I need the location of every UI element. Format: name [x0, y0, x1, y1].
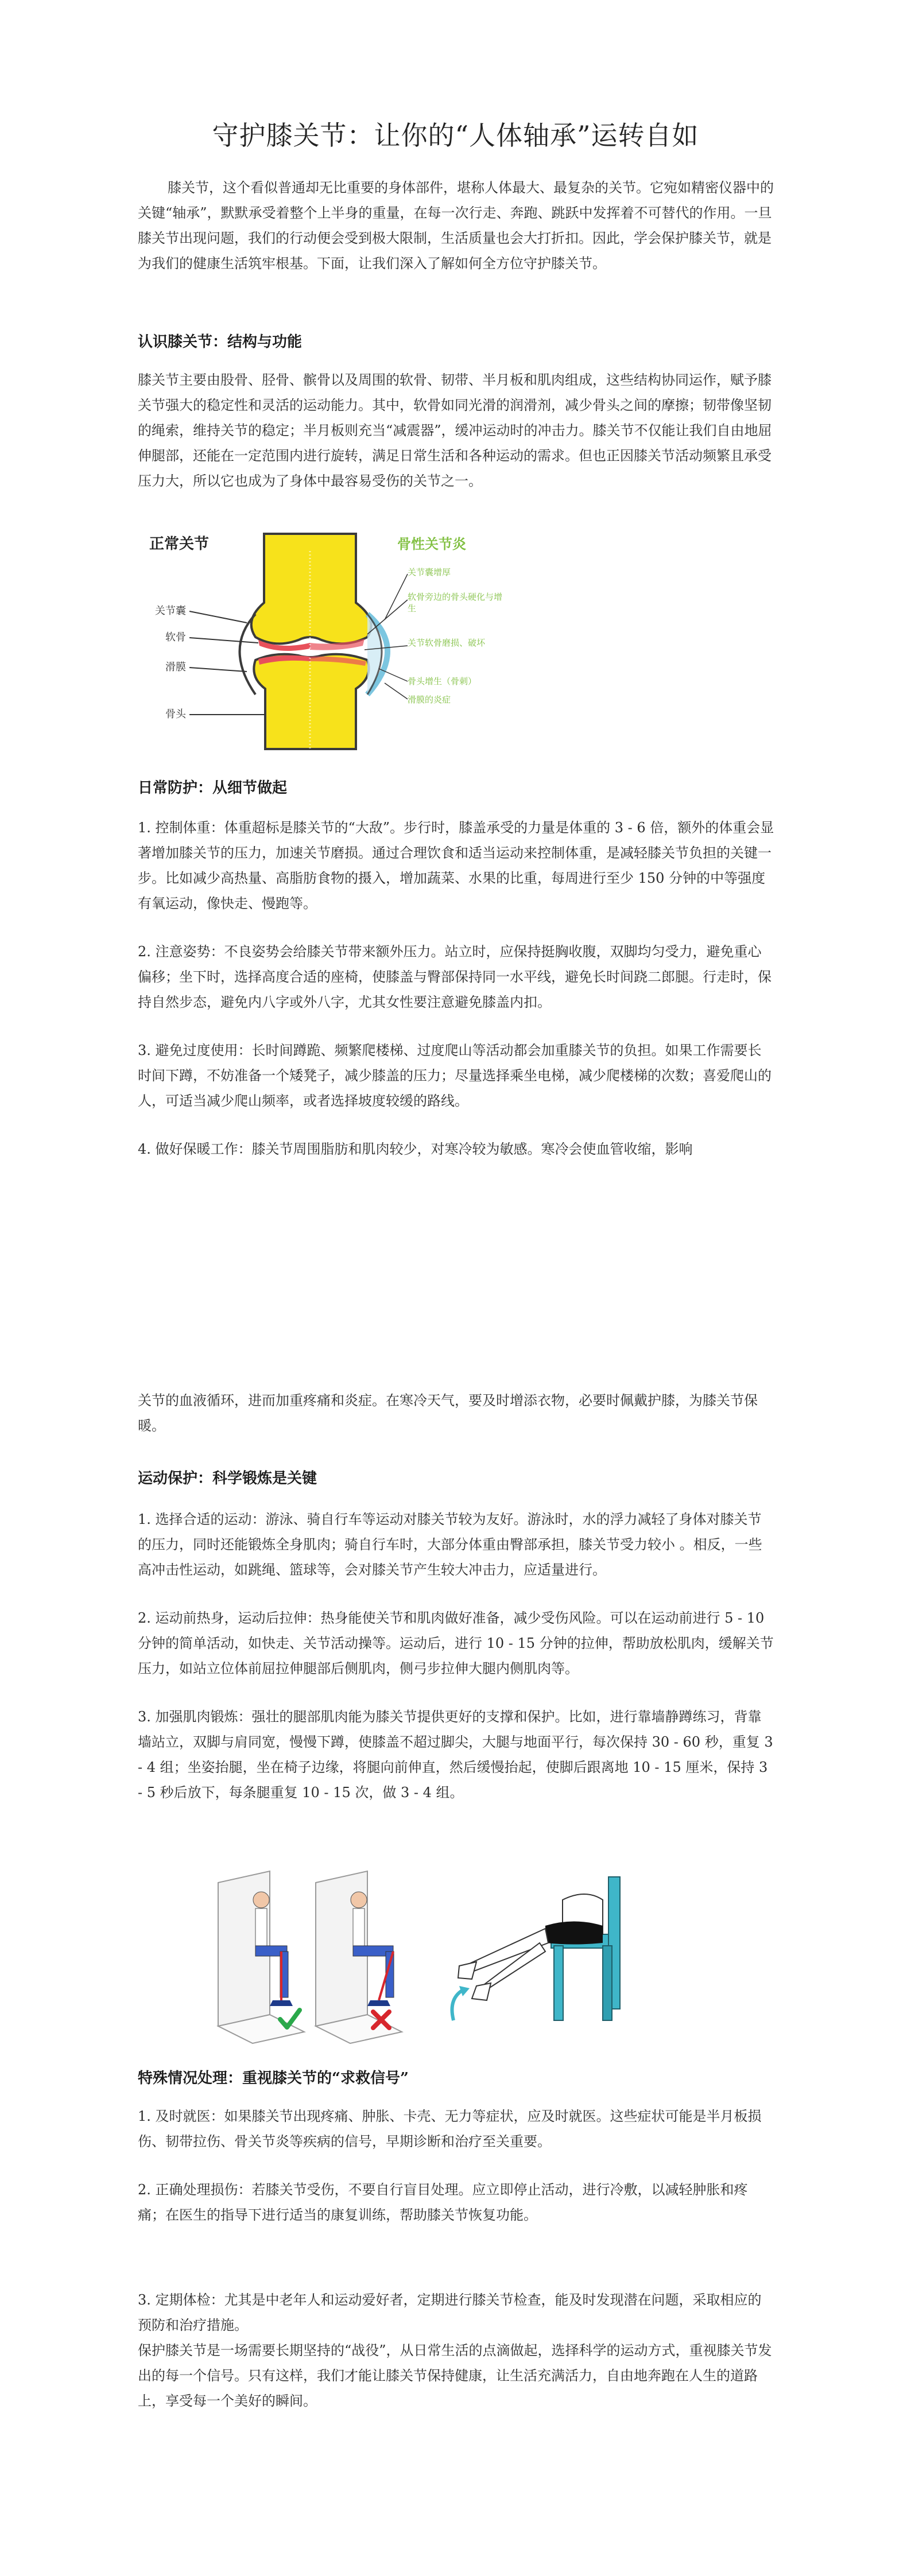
label-synovium: 滑膜: [165, 661, 186, 673]
list-item: 1. 控制体重：体重超标是膝关节的“大敌”。步行时，膝盖承受的力量是体重的 3 - 6 倍，额外的体重会显著增加膝关节的压力，加速关节磨损。通过合理饮食和适当运动来控制体重，是减轻膝关节负担的关键一步。比如减少高热量、高脂肪食物的摄入，增加蔬菜、水果的比重，每周进行至少 150 分钟的中等强度有氧运动，像快走、慢跑等。: [138, 820, 774, 911]
section-heading-exercise: 运动保护：科学锻炼是关键: [138, 1470, 317, 1487]
list-item: 2. 运动前热身，运动后拉伸：热身能使关节和肌肉做好准备，减少受伤风险。可以在运动前进行 5 - 10 分钟的简单活动，如快走、关节活动操等。运动后，进行 10 - 15 分钟的拉伸，帮助放松肌肉，缓解关节压力，如站立位体前屈拉伸腿部后侧肌肉，侧弓步拉伸大腿内侧肌肉等。: [138, 1610, 774, 1677]
wall-squat-correct: [218, 1871, 304, 2043]
label-capsule-thickening: 关节囊增厚: [408, 567, 451, 577]
exercise-list: [138, 1507, 775, 1828]
list-item: 4. 做好保暖工作：膝关节周围脂肪和肌肉较少，对寒冷较为敏感。寒冷会使血管收缩，影响: [138, 1141, 693, 1157]
list-item: 3. 避免过度使用：长时间蹲跪、频繁爬楼梯、过度爬山等活动都会加重膝关节的负担。如果工作需要长时间下蹲，不妨准备一个矮凳子，减少膝盖的压力；尽量选择乘坐电梯，减少爬楼梯的次数；喜爱爬山的人，可适当减少爬山频率，或者选择坡度较缓的路线。: [138, 1042, 772, 1109]
label-osteophyte: 骨头增生（骨刺）: [408, 676, 477, 686]
structure-paragraph: 膝关节主要由股骨、胫骨、髌骨以及周围的软骨、韧带、半月板和肌肉组成，这些结构协同运作，赋予膝关节强大的稳定性和灵活的运动能力。其中，软骨如同光滑的润滑剂，减少骨头之间的摩擦；韧带像坚韧的绳索，维持关节的稳定；半月板则充当“减震器”，缓冲运动时的冲击力。膝关节不仅能让我们自由地屈伸腿部，还能在一定范围内进行旋转，满足日常生活和各种运动的需求。但也正因膝关节活动频繁且承受压力大，所以它也成为了身体中最容易受伤的关节之一。: [138, 372, 772, 489]
special-list: [138, 2104, 775, 2251]
list-item: 1. 选择合适的运动：游泳、骑自行车等运动对膝关节较为友好。游泳时，水的浮力减轻了身体对膝关节的压力，同时还能锻炼全身肌肉；骑自行车时，大部分体重由臀部承担，膝关节受力较小 。相反，一些高冲击性运动，如跳绳、篮球等，会对膝关节产生较大冲击力，应适量进行。: [138, 1511, 762, 1578]
list-item: 2. 注意姿势：不良姿势会给膝关节带来额外压力。站立时，应保持挺胸收腹，双脚均匀受力，避免重心偏移；坐下时，选择高度合适的座椅，使膝盖与臀部保持同一水平线，避免长时间跷二郎腿。行走时，保持自然步态，避免内八字或外八字，尤其女性要注意避免膝盖内扣。: [138, 944, 772, 1010]
daily-list: [138, 815, 775, 1185]
seated-leg-raise: [452, 1877, 621, 2020]
special-item-3: 3. 定期体检：尤其是中老年人和运动爱好者，定期进行膝关节检查，能及时发现潜在问题，采取相应的预防和治疗措施。: [138, 2292, 762, 2333]
label-bone-sclerosis: 软骨旁边的骨头硬化与增生: [408, 592, 503, 614]
list-item: 2. 正确处理损伤：若膝关节受伤，不要自行盲目处理。应立即停止活动，进行冷敷，以减轻肿胀和疼痛；在医生的指导下进行适当的康复训练，帮助膝关节恢复功能。: [138, 2182, 748, 2223]
page-title: 守护膝关节：让你的“人体轴承”运转自如: [212, 120, 699, 151]
knee-left-title: 正常关节: [149, 536, 210, 553]
daily-continuation: 关节的血液循环，进而加重疼痛和炎症。在寒冷天气，要及时增添衣物，必要时佩戴护膝，为膝关节保暖。: [138, 1392, 758, 1434]
label-joint-capsule: 关节囊: [155, 605, 186, 617]
wall-squat-incorrect: [316, 1871, 402, 2043]
knee-comparison-figure: [138, 528, 511, 752]
list-item: 1. 及时就医：如果膝关节出现疼痛、肿胀、卡壳、无力等症状，应及时就医。这些症状可能是半月板损伤、韧带拉伤、骨关节炎等疾病的信号，早期诊断和治疗至关重要。: [138, 2108, 762, 2150]
knee-diagram: [138, 528, 511, 752]
label-bone: 骨头: [165, 708, 186, 720]
check-icon: [280, 2010, 300, 2027]
section-heading-daily: 日常防护：从细节做起: [138, 779, 288, 797]
section-heading-structure: 认识膝关节：结构与功能: [138, 333, 303, 351]
label-synovitis: 滑膜的炎症: [408, 695, 451, 705]
knee-right-title: 骨性关节炎: [397, 536, 466, 552]
intro-paragraph: 膝关节，这个看似普通却无比重要的身体部件，堪称人体最大、最复杂的关节。它宛如精密仪器中的关键“轴承”，默默承受着整个上半身的重量，在每一次行走、奔跑、跳跃中发挥着不可替代的作用。一旦膝关节出现问题，我们的行动便会受到极大限制，生活质量也会大打折扣。因此，学会保护膝关节，就是为我们的健康生活筑牢根基。下面，让我们深入了解如何全方位守护膝关节。: [138, 180, 774, 271]
label-cartilage: 软骨: [165, 631, 186, 643]
exercise-illustrations: [207, 1865, 654, 2049]
closing-paragraph: 保护膝关节是一场需要长期坚持的“战役”，从日常生活的点滴做起，选择科学的运动方式，重视膝关节发出的每一个信号。只有这样，我们才能让膝关节保持健康，让生活充满活力，自由地奔跑在人生的道路上，享受每一个美好的瞬间。: [138, 2342, 772, 2409]
list-item: 3. 加强肌肉锻炼：强壮的腿部肌肉能为膝关节提供更好的支撑和保护。比如，进行靠墙静蹲练习，背靠墙站立，双脚与肩同宽，慢慢下蹲，使膝盖不超过脚尖，大腿与地面平行，每次保持 30 - 60 秒，重复 3 - 4 组；坐姿抬腿，坐在椅子边缘，将腿向前伸直，然后缓慢抬起，使脚后跟离地 10 - 15 厘米，保持 3 - 5 秒后放下，每条腿重复 10 - 15 次，做 3 - 4 组。: [138, 1709, 773, 1801]
exercise-figure: [207, 1865, 654, 2049]
label-cartilage-wear: 关节软骨磨损、破坏: [408, 638, 486, 648]
section-heading-special: 特殊情况处理：重视膝关节的“求救信号”: [138, 2070, 409, 2087]
